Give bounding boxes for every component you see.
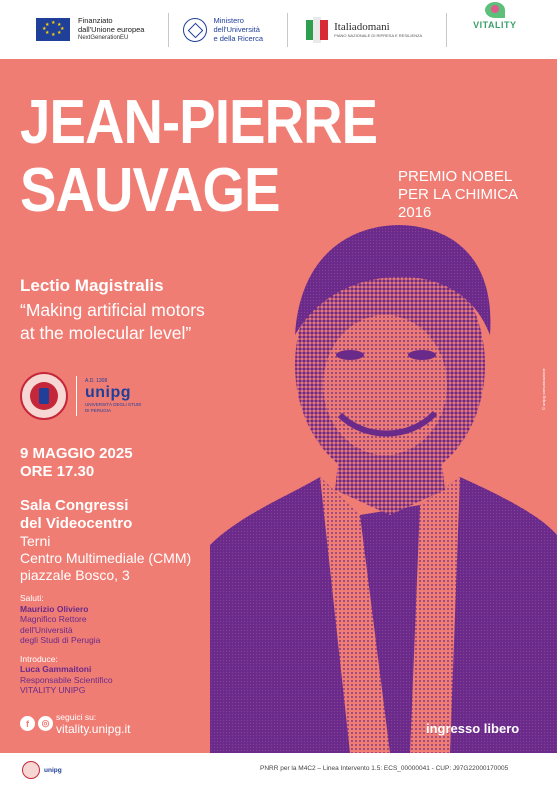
italia-domani-logo [288, 0, 432, 59]
eu-flag-icon: ★ ★ ★ ★ ★ ★ ★ ★ [36, 18, 70, 41]
address-line2: piazzale Bosco, 3 [20, 567, 130, 583]
italia-domani-sub: PIANO NAZIONALE DI RIPRESA E RESILIENZA [334, 33, 423, 38]
footer-bar [0, 753, 557, 787]
event-address [20, 533, 191, 584]
unipg-name-line1: UNIVERSITÀ DEGLI STUDI [85, 402, 142, 407]
speaker-portrait [210, 215, 557, 753]
website-link[interactable]: vitality.unipg.it [56, 722, 131, 736]
mur-logo [169, 0, 273, 59]
lecture-quote [20, 299, 280, 345]
award-line3: 2016 [398, 204, 432, 221]
venue-line1: Sala Congressi [20, 497, 129, 514]
social-links [20, 716, 56, 731]
eu-line2: dall'Unione europea [78, 25, 145, 34]
vitality-name: VITALITY [473, 20, 517, 30]
mur-line2: dell'Università [213, 25, 260, 34]
introduce-role1: Responsabile Scientifico [20, 674, 113, 685]
side-credit: © unipg comunicazione [541, 368, 546, 410]
award-line1: PREMIO NOBEL [398, 168, 513, 185]
saluti-role3: degli Studi di Perugia [20, 635, 101, 645]
pnrr-reference: PNRR per la M4C2 – Linea Intervento 1.5: ECS_00000041 - CUP: J97G22000170005 [260, 765, 509, 772]
unipg-name-line2: DI PERUGIA [85, 408, 112, 413]
divider [76, 376, 77, 416]
award-line2: PER LA CHIMICA [398, 186, 519, 203]
event-venue [20, 497, 132, 533]
mur-line3: e della Ricerca [213, 34, 264, 43]
unipg-logo [20, 372, 142, 420]
mur-line1: Ministero [213, 16, 244, 25]
vitality-logo [447, 0, 526, 59]
saluti-name: Maurizio Oliviero [20, 603, 89, 614]
unipg-wordmark: unipg [85, 384, 132, 401]
italia-domani-icon [306, 17, 328, 43]
republic-emblem-icon [183, 18, 207, 42]
event-city: Terni [20, 533, 51, 549]
free-entry: ingresso libero [426, 721, 520, 736]
saluti-label: Saluti: [20, 593, 44, 603]
introduce-label: Introduce: [20, 653, 58, 664]
speaker-last-name: SAUVAGE [20, 156, 280, 225]
address-line1: Centro Multimediale (CMM) [20, 550, 192, 566]
vitality-leaf-icon [482, 0, 508, 20]
university-seal-icon [20, 372, 68, 420]
quote-line2: at the molecular level” [20, 323, 192, 343]
footer-unipg: unipg [44, 766, 62, 774]
venue-line2: del Videocentro [20, 515, 133, 532]
eu-line1: Finanziato [78, 16, 113, 25]
facebook-icon[interactable]: f [20, 716, 35, 731]
unipg-ad: A.D. 1308 [85, 378, 108, 384]
speaker-first-name: JEAN-PIERRE [20, 88, 378, 157]
follow-us [56, 712, 130, 736]
event-datetime [20, 445, 133, 481]
sponsor-bar [0, 0, 557, 59]
eu-line3: NextGenerationEU [78, 35, 129, 41]
university-seal-icon [22, 761, 40, 779]
event-date: 9 MAGGIO 2025 [20, 445, 133, 462]
event-time: ORE 17.30 [20, 463, 95, 480]
saluti-role2: dell'Università [20, 624, 73, 635]
quote-line1: “Making artificial motors [20, 300, 205, 320]
introduce-role2: VITALITY UNIPG [20, 685, 86, 695]
event-credits [20, 593, 113, 696]
instagram-icon[interactable]: ◎ [38, 716, 53, 731]
saluti-role1: Magnifico Rettore [20, 614, 87, 624]
follow-label: seguici su: [56, 712, 97, 722]
italia-domani-name: Italiadomani [334, 21, 390, 33]
introduce-name: Luca Gammaitoni [20, 664, 92, 674]
lecture-title: Lectio Magistralis [20, 276, 164, 295]
nobel-award [398, 168, 518, 222]
eu-logo [0, 0, 154, 59]
